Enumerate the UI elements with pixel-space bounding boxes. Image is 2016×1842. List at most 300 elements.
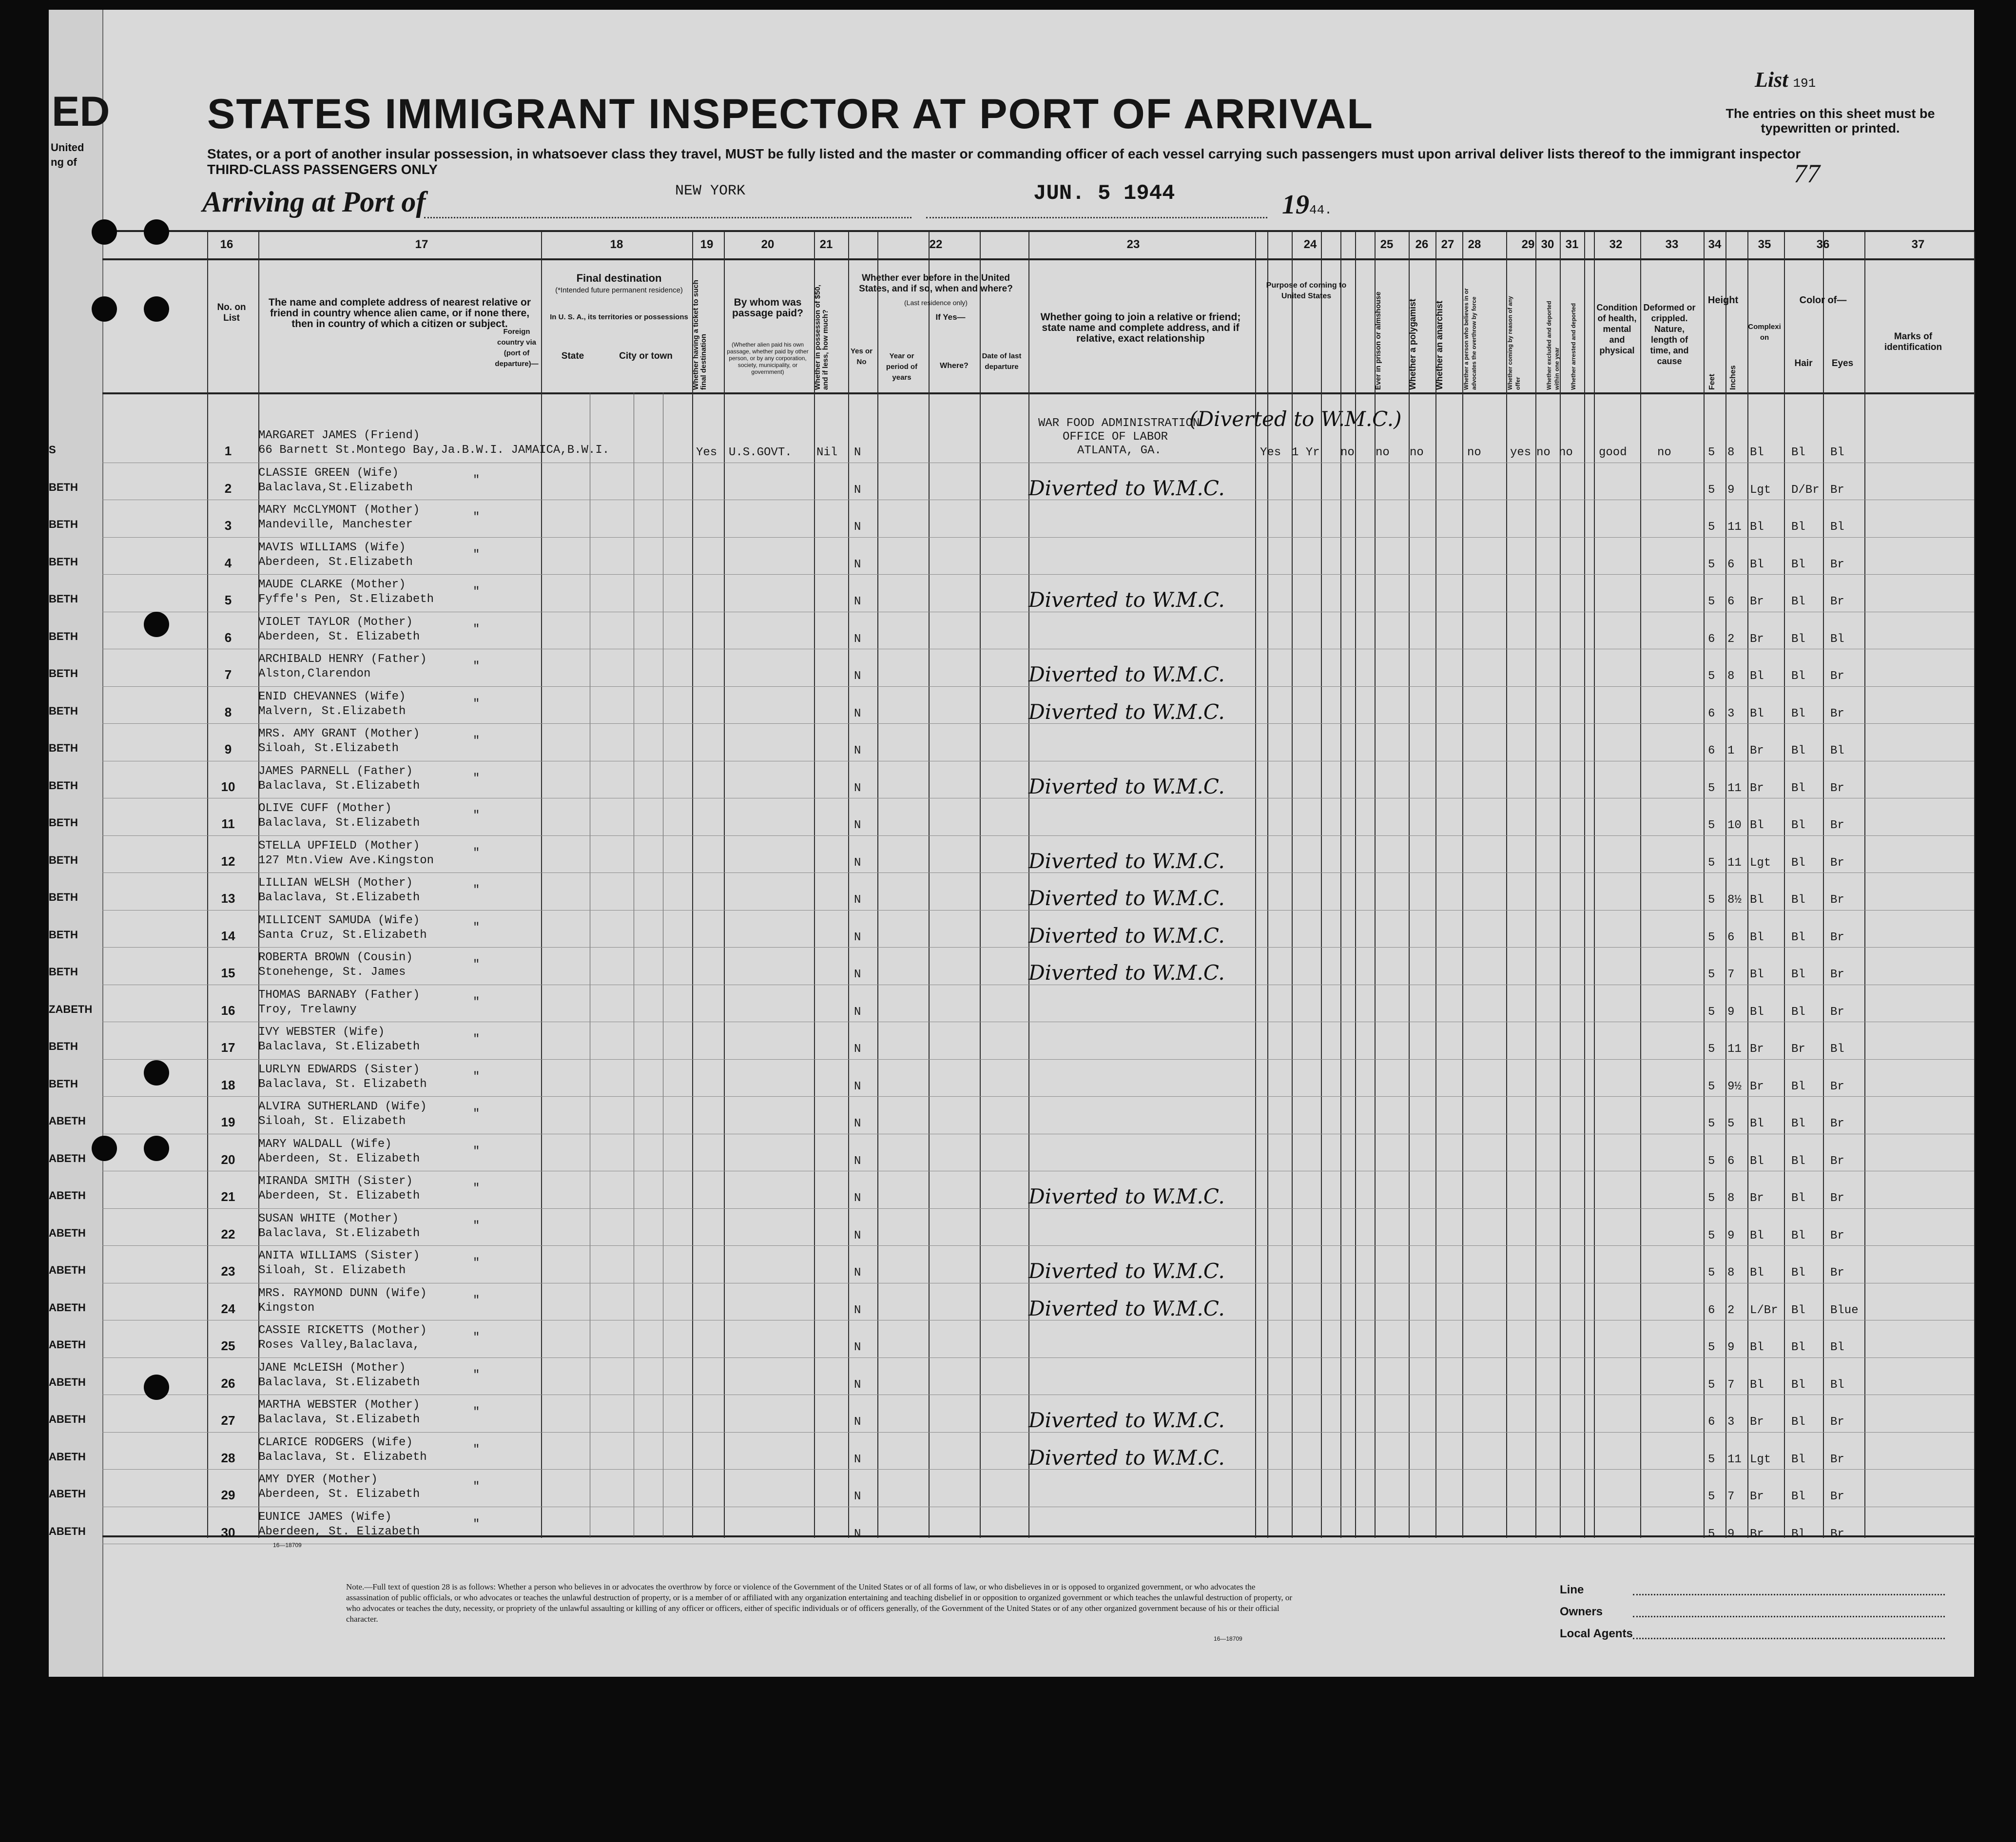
row-number: 25 <box>221 1338 235 1353</box>
previous-us-visit: N <box>854 446 861 459</box>
hair-color: Bl <box>1791 595 1805 608</box>
height-inches: 7 <box>1727 968 1735 981</box>
header-relative-address: The name and complete address of nearest relative or friend in country whence alien came, or if none there, then in country of which a citizen or subject. <box>268 297 531 330</box>
strip-row-text: ZABETH <box>49 1003 93 1015</box>
ditto-mark: " <box>473 884 480 897</box>
column-rule <box>1506 232 1507 1538</box>
hair-color: Bl <box>1791 1341 1805 1354</box>
hair-color: Bl <box>1791 819 1805 832</box>
complexion: Bl <box>1750 521 1764 534</box>
hair-color: Bl <box>1791 1005 1805 1019</box>
previous-us-visit: N <box>854 1341 861 1354</box>
previous-us-visit: N <box>854 1154 861 1168</box>
money-amount: Nil <box>816 446 838 459</box>
height-inches: 9½ <box>1727 1080 1742 1093</box>
partial-heading: ED <box>52 88 110 135</box>
row-number: 12 <box>221 853 235 869</box>
column-number: 22 <box>929 238 943 251</box>
complexion: Br <box>1750 1192 1764 1205</box>
column-number: 25 <box>1380 238 1394 251</box>
previous-us-visit: N <box>854 931 861 944</box>
health-condition: good <box>1599 446 1627 459</box>
row-number: 3 <box>224 518 232 533</box>
eye-color: Br <box>1830 1453 1844 1466</box>
ditto-mark: " <box>473 1331 480 1344</box>
strip-row-text: ABETH <box>49 1525 86 1537</box>
column-rule <box>1028 232 1029 1538</box>
hair-color: Bl <box>1791 968 1805 981</box>
hair-color: Bl <box>1791 1154 1805 1168</box>
relative-name: MRS. RAYMOND DUNN (Wife) <box>258 1286 427 1300</box>
handwritten-diversion: Diverted to W.M.C. <box>1028 1184 1225 1208</box>
strip-row-text: ABETH <box>49 1152 86 1164</box>
arrival-year: 1944. <box>1282 190 1332 220</box>
hair-color: Bl <box>1791 1192 1805 1205</box>
header-height: Height <box>1707 295 1739 306</box>
deformed-answer: no <box>1657 446 1671 459</box>
relative-address: Balaclava, St.Elizabeth <box>258 1413 420 1426</box>
height-inches: 9 <box>1727 1229 1735 1242</box>
row-rule <box>102 574 1974 575</box>
stay-length: 1 Yr <box>1292 446 1320 459</box>
row-number: 16 <box>221 1003 235 1018</box>
previous-us-visit: N <box>854 1490 861 1503</box>
relative-name: JANE McLEISH (Mother) <box>258 1361 406 1375</box>
hair-color: Bl <box>1791 931 1805 944</box>
height-feet: 5 <box>1708 1378 1715 1392</box>
height-feet: 5 <box>1708 968 1715 981</box>
header-previous-us: Whether ever before in the United States, and if so, when and where? <box>859 273 1013 294</box>
row-number: 6 <box>224 630 232 645</box>
port-line <box>424 217 911 218</box>
edge-text: ng of <box>51 156 77 168</box>
relative-name: IVY WEBSTER (Wife) <box>258 1026 385 1039</box>
colnum-rule <box>102 258 1974 260</box>
hair-color: Bl <box>1791 558 1805 571</box>
binder-hole <box>144 1375 169 1400</box>
handwritten-diversion: Diverted to W.M.C. <box>1028 961 1225 985</box>
eye-color: Br <box>1830 781 1844 795</box>
height-inches: 7 <box>1727 1378 1735 1392</box>
previous-us-visit: N <box>854 521 861 534</box>
ditto-mark: " <box>473 1406 480 1419</box>
column-number: 36 <box>1816 238 1830 251</box>
agents-field <box>1633 1638 1945 1639</box>
previous-us-visit: N <box>854 1266 861 1280</box>
column-rule <box>207 232 208 1538</box>
relative-address: Aberdeen, St.Elizabeth <box>258 555 413 569</box>
row-number: 18 <box>221 1077 235 1092</box>
height-feet: 5 <box>1708 521 1715 534</box>
ditto-mark: " <box>473 1368 480 1382</box>
column-rule <box>848 232 849 1538</box>
row-number: 2 <box>224 481 232 496</box>
height-feet: 5 <box>1708 595 1715 608</box>
strip-row-text: BETH <box>49 742 78 754</box>
height-inches: 3 <box>1727 707 1735 720</box>
relative-address: Balaclava, St.Elizabeth <box>258 1040 420 1053</box>
header-prison: Ever in prison or almshouse <box>1374 291 1382 390</box>
complexion: Bl <box>1750 819 1764 832</box>
answer-30: no <box>1536 446 1551 459</box>
previous-us-visit: N <box>854 558 861 571</box>
ditto-mark: " <box>473 660 480 673</box>
column-rule <box>1747 232 1748 1538</box>
height-inches: 2 <box>1727 1303 1735 1317</box>
previous-us-visit: N <box>854 1192 861 1205</box>
header-q31: Whether arrested and deported <box>1570 303 1577 390</box>
strip-row-text: BETH <box>49 555 78 568</box>
ditto-mark: " <box>473 1144 480 1158</box>
column-number: 33 <box>1665 238 1679 251</box>
header-polygamist: Whether a polygamist <box>1408 298 1417 390</box>
header-in-usa: In U. S. A., its territories or possessions <box>550 313 688 321</box>
hair-color: Bl <box>1791 1378 1805 1392</box>
height-feet: 5 <box>1708 1117 1715 1130</box>
header-feet: Feet <box>1708 374 1716 390</box>
column-rule <box>1584 232 1585 1538</box>
relative-name: VIOLET TAYLOR (Mother) <box>258 615 413 629</box>
height-feet: 5 <box>1708 1490 1715 1503</box>
relative-name: LILLIAN WELSH (Mother) <box>258 876 413 890</box>
handwritten-diversion: Diverted to W.M.C. <box>1028 699 1225 724</box>
column-rule <box>724 232 725 1538</box>
hair-color: Bl <box>1791 1415 1805 1429</box>
row-number: 5 <box>224 593 232 607</box>
column-rule <box>692 232 693 1538</box>
handwritten-diversion: Diverted to W.M.C. <box>1028 923 1225 948</box>
handwritten-diversion: Diverted to W.M.C. <box>1028 588 1225 612</box>
complexion: Br <box>1750 1043 1764 1056</box>
previous-us-visit: N <box>854 744 861 757</box>
height-feet: 5 <box>1708 1005 1715 1019</box>
eye-color: Br <box>1830 968 1844 981</box>
row-rule <box>102 537 1974 538</box>
strip-row-text: BETH <box>49 704 78 717</box>
row-rule <box>102 835 1974 836</box>
height-feet: 5 <box>1708 446 1715 459</box>
height-feet: 6 <box>1708 632 1715 646</box>
column-rule <box>541 232 542 1538</box>
height-inches: 11 <box>1727 1043 1742 1056</box>
height-inches: 8 <box>1727 670 1735 683</box>
arrival-port: NEW YORK <box>675 183 746 199</box>
ditto-mark: " <box>473 697 480 711</box>
ditto-mark: " <box>473 958 480 971</box>
hair-color: Bl <box>1791 1117 1805 1130</box>
column-number: 32 <box>1609 238 1623 251</box>
relative-address: Balaclava, St.Elizabeth <box>258 1376 420 1389</box>
height-inches: 11 <box>1727 856 1742 870</box>
hair-color: Bl <box>1791 1266 1805 1280</box>
column-rule <box>1640 232 1641 1538</box>
eye-color: Br <box>1830 1154 1844 1168</box>
height-feet: 6 <box>1708 1303 1715 1317</box>
row-number: 20 <box>221 1152 235 1167</box>
height-feet: 6 <box>1708 1415 1715 1429</box>
ditto-mark: " <box>473 1443 480 1456</box>
strip-row-text: ABETH <box>49 1413 86 1425</box>
complexion: L/Br <box>1750 1303 1778 1317</box>
answer-25: no <box>1376 446 1390 459</box>
strip-row-text: BETH <box>49 518 78 530</box>
complexion: Bl <box>1750 931 1764 944</box>
column-rule <box>1864 232 1865 1538</box>
height-inches: 8 <box>1727 1266 1735 1280</box>
height-feet: 5 <box>1708 931 1715 944</box>
strip-row-text: BETH <box>49 667 78 679</box>
eye-color: Bl <box>1830 521 1844 534</box>
hair-color: Bl <box>1791 1453 1805 1466</box>
previous-us-visit: N <box>854 856 861 870</box>
hair-color: Bl <box>1791 1229 1805 1242</box>
strip-row-text: ABETH <box>49 1301 86 1314</box>
column-number: 29 <box>1521 238 1535 251</box>
strip-row-text: BETH <box>49 1077 78 1090</box>
complexion: Br <box>1750 1527 1764 1541</box>
height-inches: 7 <box>1727 1490 1735 1503</box>
height-inches: 5 <box>1727 1117 1735 1130</box>
complexion: Br <box>1750 595 1764 608</box>
ditto-mark: " <box>473 548 480 562</box>
answer-26: no <box>1410 446 1424 459</box>
strip-row-text: BETH <box>49 966 78 978</box>
relative-name: MAVIS WILLIAMS (Wife) <box>258 541 406 554</box>
row-number: 7 <box>224 667 232 682</box>
previous-us-visit: N <box>854 1303 861 1317</box>
column-number: 21 <box>819 238 833 251</box>
ticket-answer: Yes <box>696 446 717 459</box>
previous-us-visit: N <box>854 1080 861 1093</box>
complexion: Bl <box>1750 1154 1764 1168</box>
height-feet: 5 <box>1708 1154 1715 1168</box>
purpose-answer: Yes <box>1260 446 1281 459</box>
eye-color: Br <box>1830 1229 1844 1242</box>
header-q29: Whether coming by reason of any offer <box>1507 296 1521 390</box>
eye-color: Bl <box>1830 446 1844 459</box>
column-number: 31 <box>1565 238 1579 251</box>
complexion: Bl <box>1750 558 1764 571</box>
row-number: 24 <box>221 1301 235 1316</box>
column-rule <box>1462 232 1463 1538</box>
height-inches: 9 <box>1727 483 1735 497</box>
relative-address: Balaclava, St.Elizabeth <box>258 779 420 793</box>
row-number: 9 <box>224 742 232 756</box>
column-rule <box>1535 232 1536 1538</box>
column-rule <box>1974 232 1975 1538</box>
previous-us-visit: N <box>854 1043 861 1056</box>
column-rule <box>1409 232 1410 1538</box>
answer-24: no <box>1340 446 1355 459</box>
previous-us-visit: N <box>854 819 861 832</box>
hair-color: Bl <box>1791 893 1805 907</box>
relative-name: MRS. AMY GRANT (Mother) <box>258 727 420 740</box>
column-number: 24 <box>1303 238 1317 251</box>
answer-31: no <box>1559 446 1573 459</box>
hair-color: Bl <box>1791 632 1805 646</box>
relative-name: ARCHIBALD HENRY (Father) <box>258 653 427 666</box>
binder-hole <box>144 612 169 637</box>
row-number: 1 <box>224 444 232 458</box>
handwritten-diversion: Diverted to W.M.C. <box>1028 1259 1225 1283</box>
relative-name: AMY DYER (Mother) <box>258 1473 378 1486</box>
hair-color: Bl <box>1791 781 1805 795</box>
height-feet: 5 <box>1708 1341 1715 1354</box>
relative-address: Siloah, St. Elizabeth <box>258 1115 406 1128</box>
relative-name: ENID CHEVANNES (Wife) <box>258 690 406 703</box>
strip-row-text: ABETH <box>49 1264 86 1276</box>
eye-color: Bl <box>1830 1043 1844 1056</box>
previous-page-strip <box>49 10 110 1677</box>
relative-address: Siloah, St. Elizabeth <box>258 1264 406 1277</box>
binder-hole <box>144 1060 169 1086</box>
height-feet: 5 <box>1708 819 1715 832</box>
relative-address: Balaclava, St.Elizabeth <box>258 816 420 830</box>
height-feet: 5 <box>1708 483 1715 497</box>
date-line <box>926 217 1267 218</box>
previous-us-visit: N <box>854 483 861 497</box>
column-rule <box>1725 232 1726 1538</box>
header-eyes: Eyes <box>1831 358 1854 368</box>
header-q28: Whether a person who believes in or advocates the overthrow by force <box>1463 288 1477 390</box>
strip-row-text: ABETH <box>49 1226 86 1239</box>
handwritten-diversion: Diverted to W.M.C. <box>1028 1408 1225 1432</box>
header-final-destination: Final destination <box>576 272 662 284</box>
row-number: 26 <box>221 1376 235 1391</box>
eye-color: Bl <box>1830 632 1844 646</box>
header-ticket: Whether having a ticket to such final destination <box>692 280 708 390</box>
column-number: 16 <box>220 238 233 251</box>
ditto-mark: " <box>473 1294 480 1307</box>
line-label: Line <box>1560 1583 1584 1596</box>
column-number: 30 <box>1541 238 1554 251</box>
eye-color: Br <box>1830 1192 1844 1205</box>
previous-us-visit: N <box>854 670 861 683</box>
header-marks: Marks of identification <box>1884 331 1942 352</box>
complexion: Br <box>1750 1080 1764 1093</box>
header-color-of: Color of— <box>1799 295 1847 306</box>
strip-row-text: BETH <box>49 1040 78 1052</box>
relative-name: MILLICENT SAMUDA (Wife) <box>258 913 420 927</box>
relative-address: 127 Mtn.View Ave.Kingston <box>258 853 434 867</box>
header-final-destination-note: (*Intended future permanent residence) <box>555 286 683 294</box>
height-feet: 5 <box>1708 1527 1715 1541</box>
handwritten-diversion: Diverted to W.M.C. <box>1028 662 1225 686</box>
relative-address: Balaclava, St. Elizabeth <box>258 1077 427 1091</box>
previous-us-visit: N <box>854 968 861 981</box>
eye-color: Bl <box>1830 1341 1844 1354</box>
class-line: THIRD-CLASS PASSENGERS ONLY <box>207 162 438 177</box>
ditto-mark: " <box>473 772 480 785</box>
relative-address: Santa Cruz, St.Elizabeth <box>258 928 427 942</box>
hair-color: Br <box>1791 1043 1805 1056</box>
ditto-mark: " <box>473 921 480 934</box>
header-inches: Inches <box>1729 365 1737 390</box>
column-rule <box>1560 232 1561 1538</box>
column-rule <box>929 232 930 1538</box>
previous-us-visit: N <box>854 1453 861 1466</box>
ditto-mark: " <box>473 511 480 524</box>
height-feet: 5 <box>1708 1453 1715 1466</box>
complexion: Bl <box>1750 1229 1764 1242</box>
header-q30: Whether excluded and deported within one year <box>1546 301 1560 390</box>
relative-name: EUNICE JAMES (Wife) <box>258 1510 392 1524</box>
relative-address: Malvern, St.Elizabeth <box>258 704 406 718</box>
ditto-mark: " <box>473 1033 480 1046</box>
column-number: 17 <box>415 238 428 251</box>
handwritten-diversion: Diverted to W.M.C. <box>1028 774 1225 798</box>
ditto-mark: " <box>473 809 480 822</box>
header-previous-note: (Last residence only) <box>904 299 968 307</box>
ditto-mark: " <box>473 1182 480 1195</box>
handwritten-diversion: (Diverted to W.M.C.) <box>1189 407 1402 431</box>
height-inches: 11 <box>1727 521 1742 534</box>
binder-hole <box>92 219 117 245</box>
relative-name: ALVIRA SUTHERLAND (Wife) <box>258 1100 427 1113</box>
relative-address: Balaclava, St. Elizabeth <box>258 1450 427 1464</box>
passage-paid: U.S.GOVT. <box>729 446 792 459</box>
previous-us-visit: N <box>854 1229 861 1242</box>
header-no-on-list: No. on List <box>217 302 246 323</box>
height-inches: 6 <box>1727 1154 1735 1168</box>
complexion: Bl <box>1750 968 1764 981</box>
row-rule <box>102 1245 1974 1246</box>
relative-name: CASSIE RICKETTS (Mother) <box>258 1324 427 1337</box>
header-bottom-rule <box>102 392 1974 394</box>
height-feet: 5 <box>1708 893 1715 907</box>
eye-color: Br <box>1830 1117 1844 1130</box>
height-feet: 6 <box>1708 744 1715 757</box>
handwritten-diversion: Diverted to W.M.C. <box>1028 1445 1225 1470</box>
strip-row-text: ABETH <box>49 1450 86 1463</box>
row-number: 23 <box>221 1264 235 1279</box>
form-number: 16—18709 <box>273 1542 302 1549</box>
strip-row-text: BETH <box>49 593 78 605</box>
height-inches: 3 <box>1727 1415 1735 1429</box>
row-number: 21 <box>221 1189 235 1204</box>
row-number: 14 <box>221 928 235 943</box>
complexion: Bl <box>1750 670 1764 683</box>
hair-color: Bl <box>1791 1303 1805 1317</box>
height-inches: 11 <box>1727 1453 1742 1466</box>
previous-us-visit: N <box>854 781 861 795</box>
handwritten-diversion: Diverted to W.M.C. <box>1028 849 1225 873</box>
previous-us-visit: N <box>854 1378 861 1392</box>
complexion: Lgt <box>1750 856 1771 870</box>
eye-color: Br <box>1830 1266 1844 1280</box>
height-inches: 1 <box>1727 744 1735 757</box>
height-inches: 6 <box>1727 558 1735 571</box>
height-inches: 9 <box>1727 1005 1735 1019</box>
arrival-date: JUN. 5 1944 <box>1033 181 1175 206</box>
row-number: 8 <box>224 704 232 719</box>
column-rule <box>877 232 878 1538</box>
ditto-mark: " <box>473 1480 480 1493</box>
height-inches: 6 <box>1727 595 1735 608</box>
ditto-mark: " <box>473 1257 480 1270</box>
eye-color: Br <box>1830 1527 1844 1541</box>
column-rule <box>1435 232 1436 1538</box>
row-number: 15 <box>221 966 235 980</box>
strip-row-text: BETH <box>49 481 78 493</box>
column-number: 19 <box>700 238 714 251</box>
header-hair: Hair <box>1794 358 1813 368</box>
ditto-mark: " <box>473 995 480 1009</box>
complexion: Bl <box>1750 707 1764 720</box>
column-number: 20 <box>761 238 775 251</box>
column-rule <box>1704 232 1705 1538</box>
row-rule <box>102 1357 1974 1358</box>
